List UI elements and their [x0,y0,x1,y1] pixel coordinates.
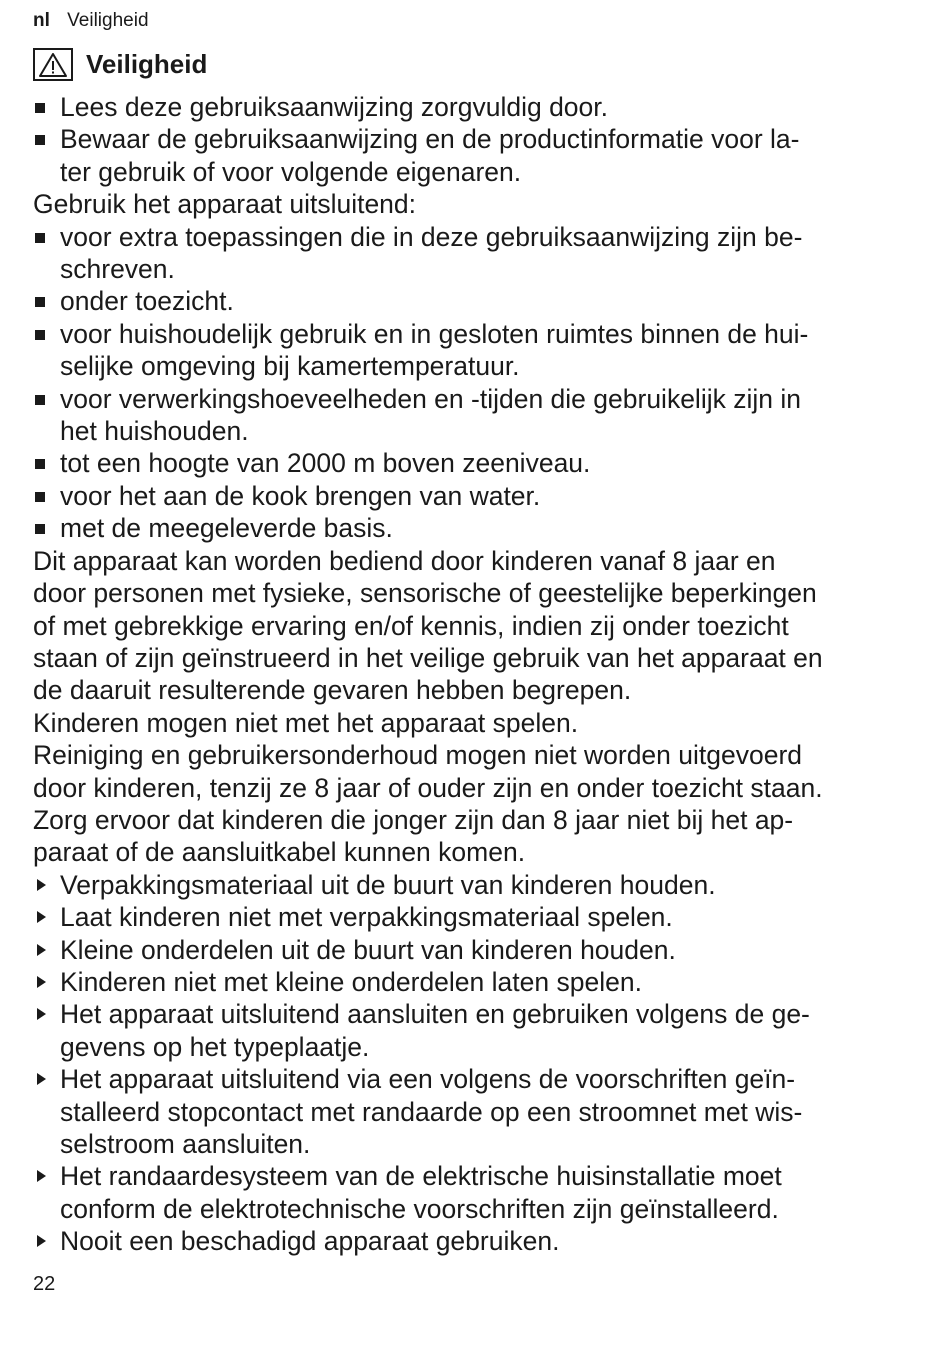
list-item-text: Laat kinderen niet met verpakkingsmateriaal spelen. [60,902,673,933]
list-item-text: voor het aan de kook brengen van water. [60,480,541,511]
triangle-arrow-icon [34,998,54,1030]
paragraph: Dit apparaat kan worden bediend door kinderen vanaf 8 jaar en door personen met fysieke, sensorische of geestelijke beperkingen of met gebrekkige ervaring en/of kennis, indien zij onder toezicht staan of zijn geïnstrueerd in het veilige gebruik van het apparaat en de daaruit resulterende gevaren hebben begrepen. [33,545,823,706]
square-bullet-icon [34,285,54,317]
page-number: 22 [33,1273,56,1295]
square-bullet-icon [34,480,54,512]
paragraph: Kinderen mogen niet met het apparaat spelen. [33,707,579,738]
running-header [33,10,149,32]
action-item [33,901,903,933]
list-item [33,285,903,317]
triangle-arrow-icon [34,869,54,901]
list-item-text: Lees deze gebruiksaanwijzing zorgvuldig door. [60,92,609,122]
action-item [33,998,903,1063]
action-item [33,934,903,966]
list-item [33,480,903,512]
action-item [33,869,903,901]
square-bullet-icon [34,91,54,123]
list-item [33,123,903,188]
list-item-text: voor huishoudelijk gebruik en in gesloten ruimtes binnen de hui- selijke omgeving bij kamertemperatuur. [60,318,809,382]
list-item-text: Het randaardesysteem van de elektrische huisinstallatie moet conform de elektrotechnische voorschriften zijn geïnstalleerd. [60,1161,782,1224]
square-bullet-icon [34,383,54,415]
list-item [33,447,903,479]
warning-triangle-icon [33,48,73,81]
square-bullet-icon [34,447,54,479]
language-code: nl [33,10,50,31]
list-item [33,221,903,286]
list-item-text: Verpakkingsmateriaal uit de buurt van kinderen houden. [60,869,716,900]
list-item-text: tot een hoogte van 2000 m boven zeeniveau. [60,448,591,479]
square-bullet-icon [34,318,54,350]
square-bullet-icon [34,512,54,544]
list-item-text: Bewaar de gebruiksaanwijzing en de productinformatie voor la- ter gebruik of voor volgende eigenaren. [60,124,800,187]
triangle-arrow-icon [34,1063,54,1095]
list-item-text: Kleine onderdelen uit de buurt van kinderen houden. [60,934,676,965]
use-heading: Gebruik het apparaat uitsluitend: [33,189,417,220]
list-item-text: met de meegeleverde basis. [60,513,393,544]
paragraph-group [33,545,903,869]
list-item-text: voor extra toepassingen die in deze gebruiksaanwijzing zijn be- schreven. [60,221,803,285]
list-item [33,383,903,448]
paragraph: Zorg ervoor dat kinderen die jonger zijn dan 8 jaar niet bij het ap- paraat of de aansluitkabel kunnen komen. [33,804,794,868]
action-item [33,1063,903,1160]
list-item-text: Nooit een beschadigd apparaat gebruiken. [60,1226,560,1257]
list-item-text: onder toezicht. [60,286,234,317]
triangle-arrow-icon [34,966,54,998]
action-item [33,966,903,998]
list-item [33,91,903,123]
list-item-text: Het apparaat uitsluitend aansluiten en gebruiken volgens de ge- gevens op het typeplaatje. [60,999,810,1062]
list-item-text: Kinderen niet met kleine onderdelen laten spelen. [60,966,642,997]
intro-list [33,91,903,188]
action-list [33,869,903,1258]
use-list [33,221,903,545]
triangle-arrow-icon [34,934,54,966]
triangle-arrow-icon [34,1225,54,1257]
square-bullet-icon [34,123,54,155]
section-name: Veiligheid [67,10,149,31]
section-title-row [33,48,207,81]
action-item [33,1225,903,1257]
list-item [33,512,903,544]
list-item [33,318,903,383]
list-item-text: Het apparaat uitsluitend via een volgens de voorschriften geïn- stalleerd stopcontact met randaarde op een stroomnet met wis- selstroom aansluiten. [60,1064,803,1159]
triangle-arrow-icon [34,1160,54,1192]
action-item [33,1160,903,1225]
triangle-arrow-icon [34,901,54,933]
page-title: Veiligheid [86,49,208,79]
square-bullet-icon [34,221,54,253]
list-item-text: voor verwerkingshoeveelheden en -tijden die gebruikelijk zijn in het huishouden. [60,383,801,447]
paragraph: Reiniging en gebruikersonderhoud mogen niet worden uitgevoerd door kinderen, tenzij ze 8 jaar of ouder zijn en onder toezicht staan. [33,740,823,803]
document-body [33,91,903,1258]
